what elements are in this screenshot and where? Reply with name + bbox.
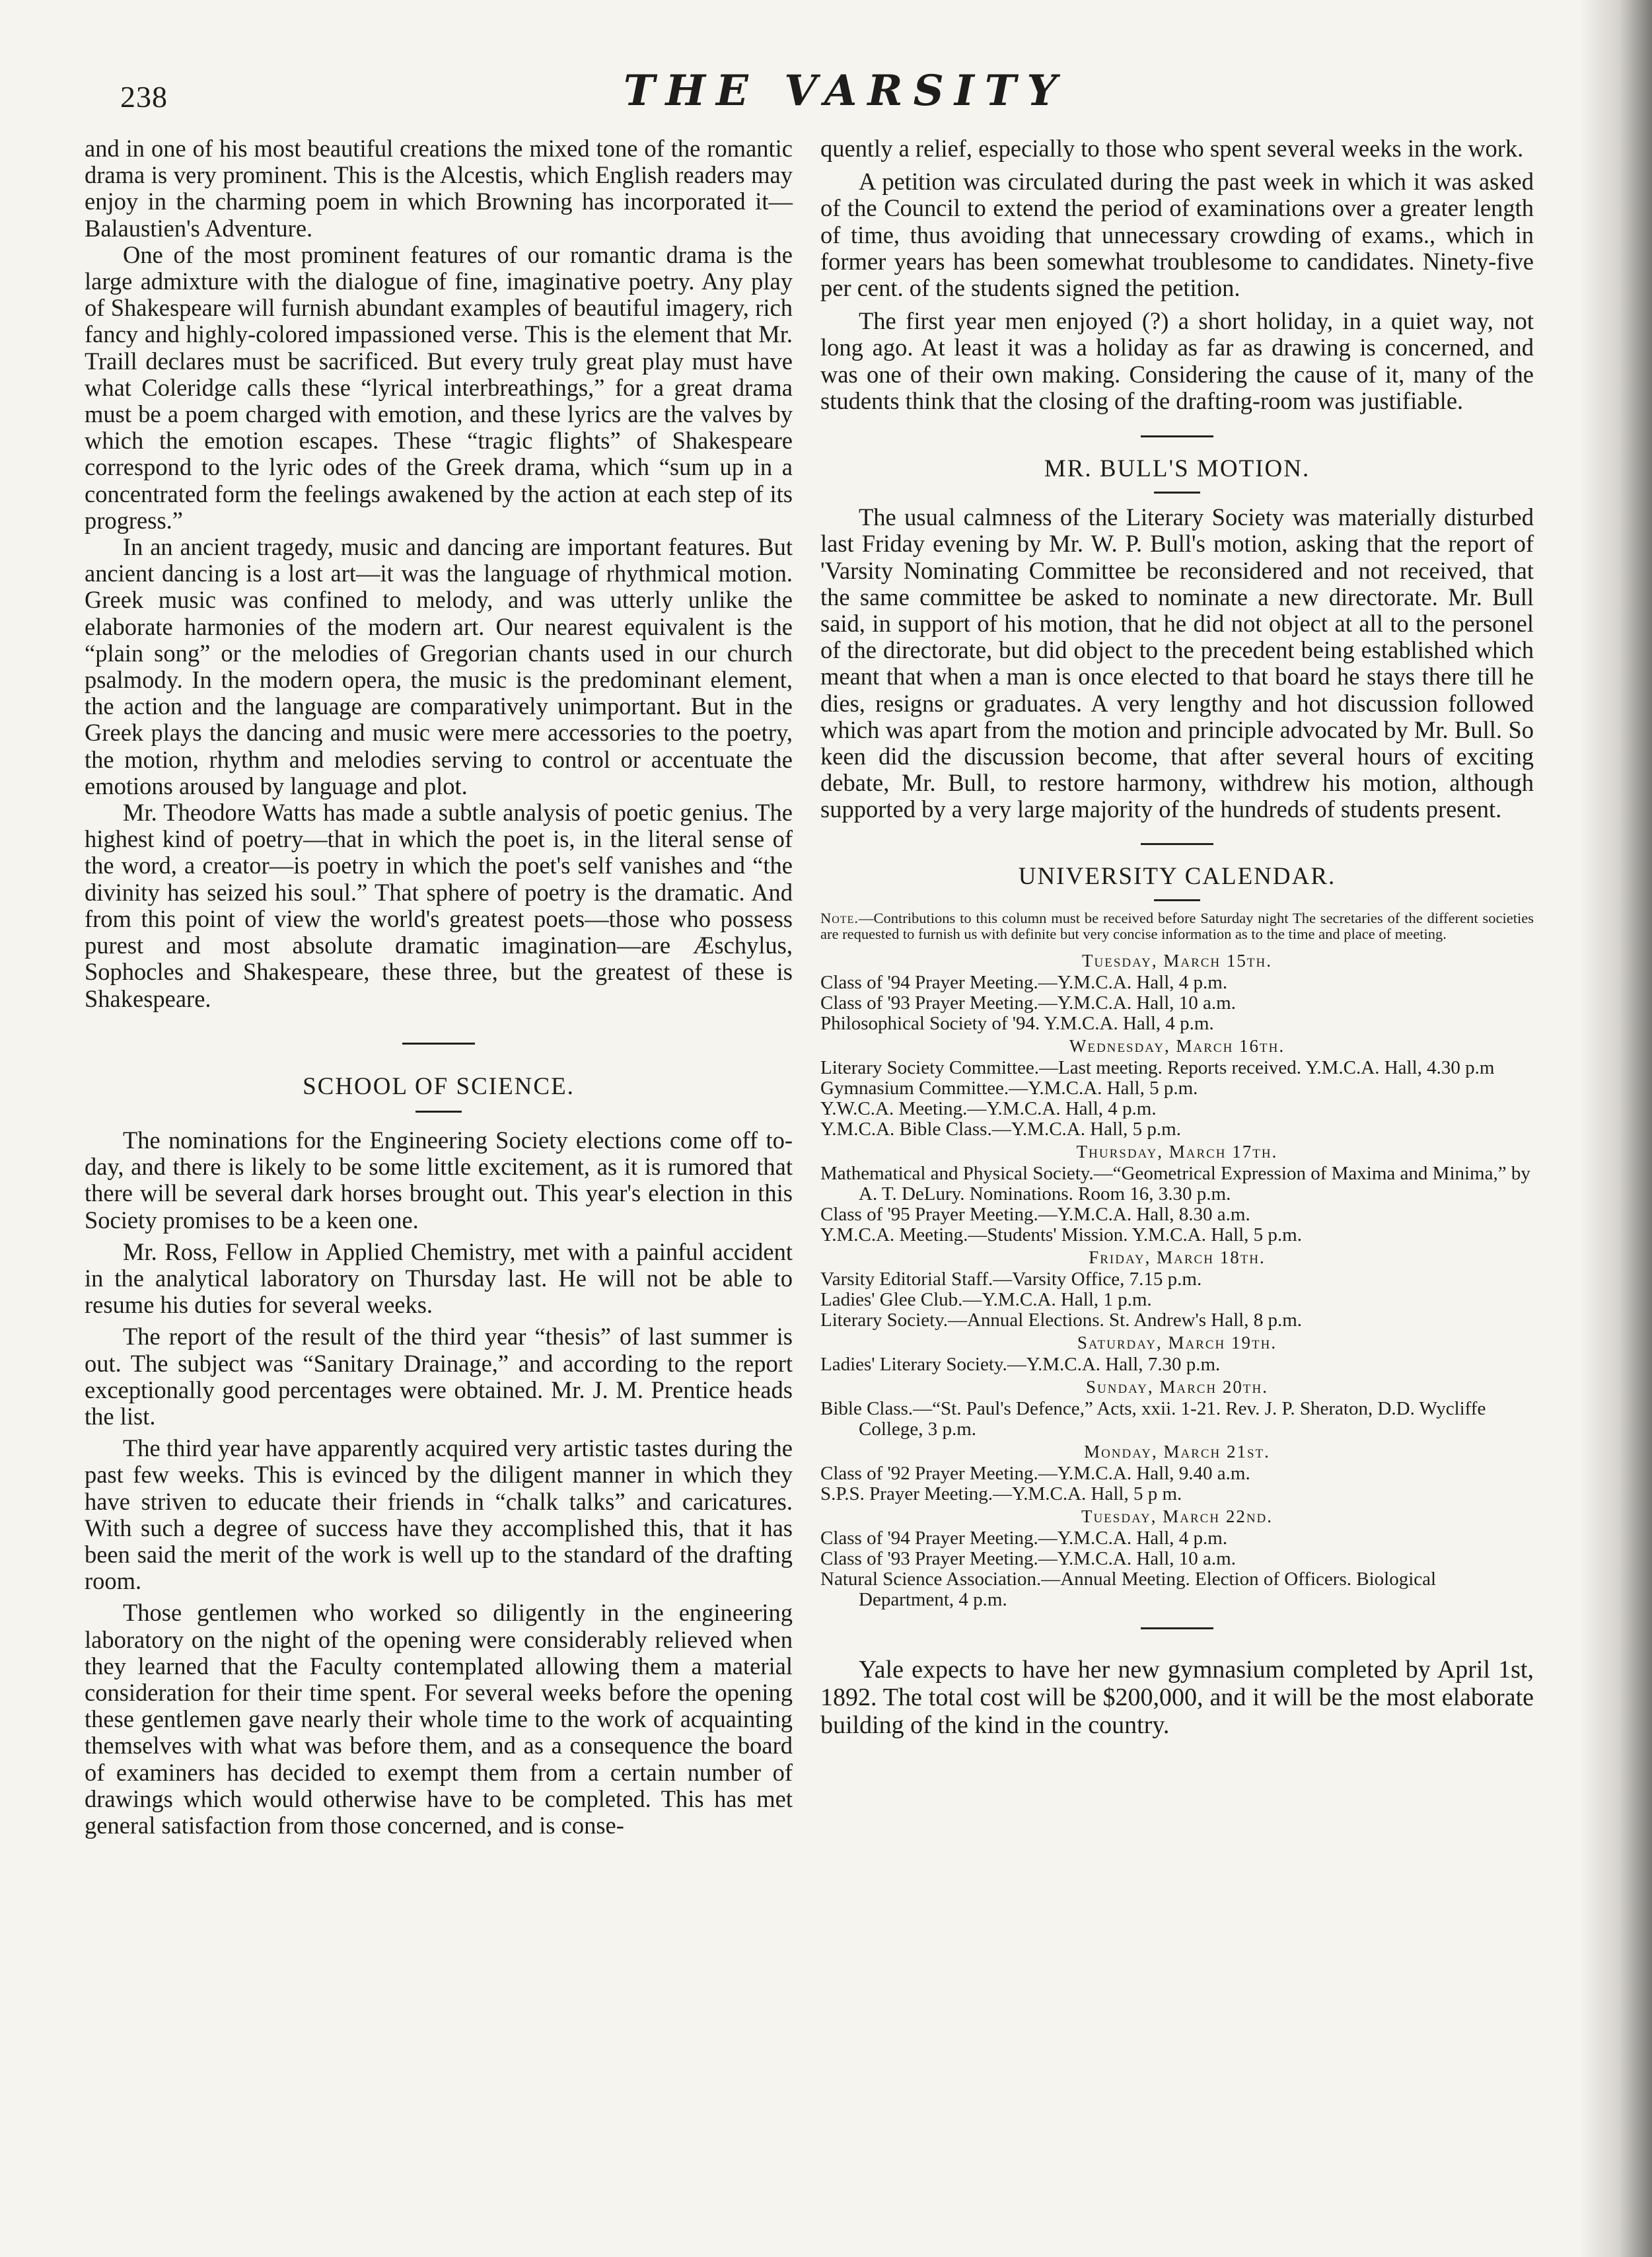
article-paragraph: A petition was circulated during the past week in which it was asked of the Council to extend the period of examinations over a greater length of time, thus avoiding that unnecessary crowding of exams., which in former years has been somewhat troublesome to candidates. Ninety-five per cent. of the students signed the petition. — [820, 168, 1534, 302]
calendar-event: Y.W.C.A. Meeting.—Y.M.C.A. Hall, 4 p.m. — [820, 1097, 1157, 1119]
calendar-day-label: Sunday, March 20th. — [1085, 1376, 1268, 1397]
calendar-event: Natural Science Association.—Annual Meeting. Election of Officers. Biological Department, 4 p.m. — [820, 1568, 1437, 1610]
article-paragraph: and in one of his most beautiful creations the mixed tone of the romantic drama is very prominent. This is the Alcestis, which English readers may enjoy in the charming poem in which Browning has incorporated it—Balaustien's Adventure. — [85, 135, 793, 242]
calendar-day-label: Friday, March 18th. — [1089, 1247, 1266, 1267]
article-paragraph: Mr. Ross, Fellow in Applied Chemistry, met with a painful accident in the analytical laboratory on Thursday last. He will not be able to resume his duties for several weeks. — [85, 1238, 793, 1319]
article-paragraph: The report of the result of the third year “thesis” of last summer is out. The subject was “Sanitary Drainage,” and according to the report exceptionally good percentages were obtained. Mr. J. M. Prentice heads the list. — [85, 1323, 793, 1430]
calendar-event: Ladies' Literary Society.—Y.M.C.A. Hall, 7.30 p.m. — [820, 1353, 1221, 1375]
calendar-day-label: Tuesday, March 22nd. — [1081, 1506, 1274, 1526]
masthead: THE VARSITY — [623, 66, 1068, 116]
calendar-event: S.P.S. Prayer Meeting.—Y.M.C.A. Hall, 5 p m. — [820, 1483, 1182, 1504]
article-paragraph: Mr. Theodore Watts has made a subtle analysis of poetic genius. The highest kind of poetry—that in which the poet is, in the literal sense of the word, a creator—is poetry in which the poet's self vanishes and “the divinity has seized his soul.” That sphere of poetry is the dramatic. And from this point of view the world's greatest poets—those who possess purest and most absolute dramatic imagination—are Æschylus, Sophocles and Shakespeare, these three, but the greatest of these is Shakespeare. — [85, 799, 793, 1012]
article-paragraph: In an ancient tragedy, music and dancing are important features. But ancient dancing is a lost art—it was the language of rhythmical motion. Greek music was confined to melody, and was utterly unlike the elaborate harmonies of the modern art. Our nearest equivalent is the “plain song” or the melodies of Gregorian chants used in our church psalmody. In the modern opera, the music is the predominant element, the action and the language are comparatively unimportant. But in the Greek plays the dancing and music were mere accessories to the poetry, the motion, rhythm and melodies serving to control or accentuate the emotions aroused by language and plot. — [85, 533, 793, 799]
calendar-day-label: Thursday, March 17th. — [1076, 1141, 1278, 1162]
calendar-event: Y.M.C.A. Bible Class.—Y.M.C.A. Hall, 5 p.m. — [820, 1118, 1181, 1140]
article-paragraph: Those gentlemen who worked so diligently in the engineering laboratory on the night of the opening were considerably relieved when they learned that the Faculty contemplated allowing them a material consideration for their time spent. For several weeks before the opening these gentlemen gave nearly their whole time to the work of acquainting themselves with what was before them, and as a consequence the board of examiners has decided to exempt them from a certain number of drawings which would otherwise have to be completed. This has met general satisfaction from those concerned, and is conse- — [85, 1599, 793, 1839]
calendar-event: Literary Society Committee.—Last meeting. Reports received. Y.M.C.A. Hall, 4.30 p.m — [820, 1056, 1495, 1078]
calendar-event: Class of '95 Prayer Meeting.—Y.M.C.A. Hall, 8.30 a.m. — [820, 1203, 1250, 1225]
calendar-event: Class of '92 Prayer Meeting.—Y.M.C.A. Hall, 9.40 a.m. — [820, 1462, 1250, 1484]
calendar-event: Philosophical Society of '94. Y.M.C.A. Hall, 4 p.m. — [820, 1012, 1214, 1034]
calendar-event: Class of '94 Prayer Meeting.—Y.M.C.A. Hall, 4 p.m. — [820, 971, 1228, 993]
calendar-event: Class of '94 Prayer Meeting.—Y.M.C.A. Hall, 4 p.m. — [820, 1527, 1228, 1549]
calendar-event: Bible Class.—“St. Paul's Defence,” Acts, xxii. 1-21. Rev. J. P. Sheraton, D.D. Wycliffe College, 3 p.m. — [820, 1397, 1486, 1440]
section-heading-school-of-science: SCHOOL OF SCIENCE. — [303, 1072, 575, 1100]
calendar-day-label: Wednesday, March 16th. — [1069, 1035, 1285, 1056]
article-paragraph: One of the most prominent features of our romantic drama is the large admixture with the dialogue of fine, imaginative poetry. Any play of Shakespeare will furnish abundant examples of beautiful imagery, rich fancy and highly-colored impassioned verse. This is the element that Mr. Traill declares must be sacrificed. But every truly great play must have what Coleridge calls these “lyrical interbreathings,” for a great drama must be a poem charged with emotion, and these lyrics are the valves by which the emotion escapes. These “tragic flights” of Shakespeare correspond to the lyric odes of the Greek drama, which “sum up in a concentrated form the feelings awakened by the action at each step of its progress.” — [85, 240, 793, 534]
calendar-note — [820, 910, 1534, 942]
calendar-event: Varsity Editorial Staff.—Varsity Office, 7.15 p.m. — [820, 1268, 1202, 1290]
yale-gymnasium-item: Yale expects to have her new gymnasium completed by April 1st, 1892. The total cost will be $200,000, and it will be the most elaborate building of the kind in the country. — [820, 1655, 1534, 1739]
calendar-days — [820, 949, 1534, 1610]
calendar-note-label: Note. — [820, 909, 859, 926]
calendar-event: Gymnasium Committee.—Y.M.C.A. Hall, 5 p.m. — [820, 1077, 1198, 1099]
article-paragraph: The first year men enjoyed (?) a short holiday, in a quiet way, not long ago. At least it was a holiday as far as drawing is concerned, and was one of their own making. Considering the cause of it, many of the students think that the closing of the drafting-room was justifiable. — [820, 307, 1534, 414]
calendar-event: Class of '93 Prayer Meeting.—Y.M.C.A. Hall, 10 a.m. — [820, 992, 1236, 1014]
calendar-note-text: —Contributions to this column must be received before Saturday night The secretaries of the different societies are requested to furnish us with definite but very concise information as to the time and place of meeting. — [820, 909, 1534, 942]
page-edge-shadow — [1579, 0, 1652, 2257]
calendar-event: Mathematical and Physical Society.—“Geometrical Expression of Maxima and Minima,” by A. T. DeLury. Nominations. Room 16, 3.30 p.m. — [820, 1162, 1530, 1204]
calendar-day-label: Tuesday, March 15th. — [1082, 950, 1272, 971]
page-number: 238 — [120, 80, 168, 114]
calendar-event: Class of '93 Prayer Meeting.—Y.M.C.A. Hall, 10 a.m. — [820, 1547, 1236, 1569]
calendar-event: Literary Society.—Annual Elections. St. Andrew's Hall, 8 p.m. — [820, 1309, 1303, 1331]
section-heading-bulls-motion: MR. BULL'S MOTION. — [1044, 455, 1311, 483]
left-column — [85, 135, 793, 1839]
calendar-day-label: Monday, March 21st. — [1084, 1441, 1270, 1462]
article-paragraph: quently a relief, especially to those who spent several weeks in the work. — [820, 135, 1524, 162]
article-paragraph: The third year have apparently acquired very artistic tastes during the past few weeks. This is evinced by the diligent manner in which they have striven to educate their friends in “chalk talks” and caricatures. With such a degree of success have they accomplished this, that it has been said the merit of the work is well up to the standard of the drafting room. — [85, 1434, 793, 1595]
article-paragraph: The usual calmness of the Literary Society was materially disturbed last Friday evening by Mr. W. P. Bull's motion, asking that the report of 'Varsity Nominating Committee be reconsidered and not received, that the same committee be asked to nominate a new directorate. Mr. Bull said, in support of his motion, that he did not object at all to the personel of the directorate, but did object to the precedent being established which meant that when a man is once elected to that board he stays there till he dies, resigns or graduates. A very lengthy and hot discussion followed which was apart from the motion and principle advocated by Mr. Bull. So keen did the discussion become, that after several hours of exciting debate, Mr. Bull, to restore harmony, withdrew his motion, although supported by a very large majority of the hundreds of students present. — [820, 503, 1534, 823]
calendar-day-label: Saturday, March 19th. — [1077, 1332, 1277, 1352]
calendar-event: Y.M.C.A. Meeting.—Students' Mission. Y.M.C.A. Hall, 5 p.m. — [820, 1224, 1302, 1245]
section-heading-university-calendar: UNIVERSITY CALENDAR. — [1018, 862, 1336, 890]
article-paragraph: The nominations for the Engineering Society elections come off to-day, and there is likely to be some little excitement, as it is rumored that there will be several dark horses brought out. This year's election in this Society promises to be a keen one. — [85, 1126, 793, 1234]
right-column — [820, 135, 1534, 1739]
calendar-event: Ladies' Glee Club.—Y.M.C.A. Hall, 1 p.m. — [820, 1288, 1152, 1310]
